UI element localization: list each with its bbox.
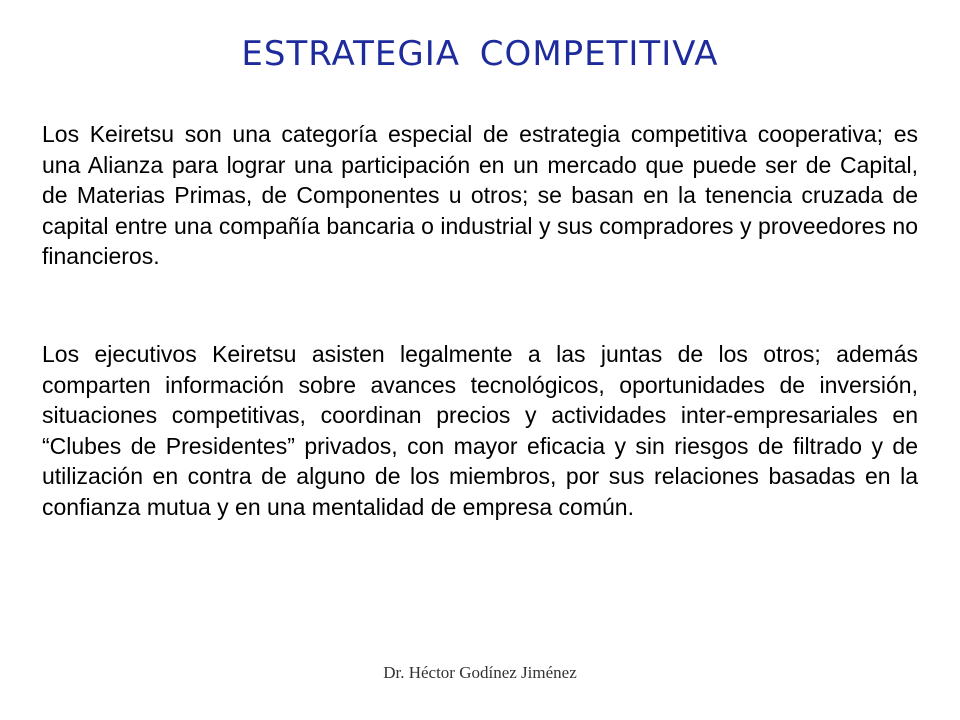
slide-footer-author: Dr. Héctor Godínez Jiménez: [383, 663, 577, 682]
slide-title: ESTRATEGIA COMPETITIVA: [241, 34, 719, 74]
paragraph-keiretsu-executives: Los ejecutivos Keiretsu asisten legalmente a las juntas de los otros; además comparten información sobre avances tecnológicos, oportunidades de inversión, situaciones competitivas, coordinan precios y actividades inter-empresariales en “Clubes de Presidentes” privados, con mayor eficacia y sin riesgos de filtrado y de utilización en contra de alguno de los miembros, por sus relaciones basadas en la confianza mutua y en una mentalidad de empresa común.: [42, 341, 918, 520]
paragraph-keiretsu-definition: Los Keiretsu son una categoría especial de estrategia competitiva cooperativa; es una Alianza para lograr una participación en un mercado que puede ser de Capital, de Materias Primas, de Componentes u otros; se basan en la tenencia cruzada de capital entre una compañía bancaria o industrial y sus compradores y proveedores no financieros.: [42, 121, 918, 269]
